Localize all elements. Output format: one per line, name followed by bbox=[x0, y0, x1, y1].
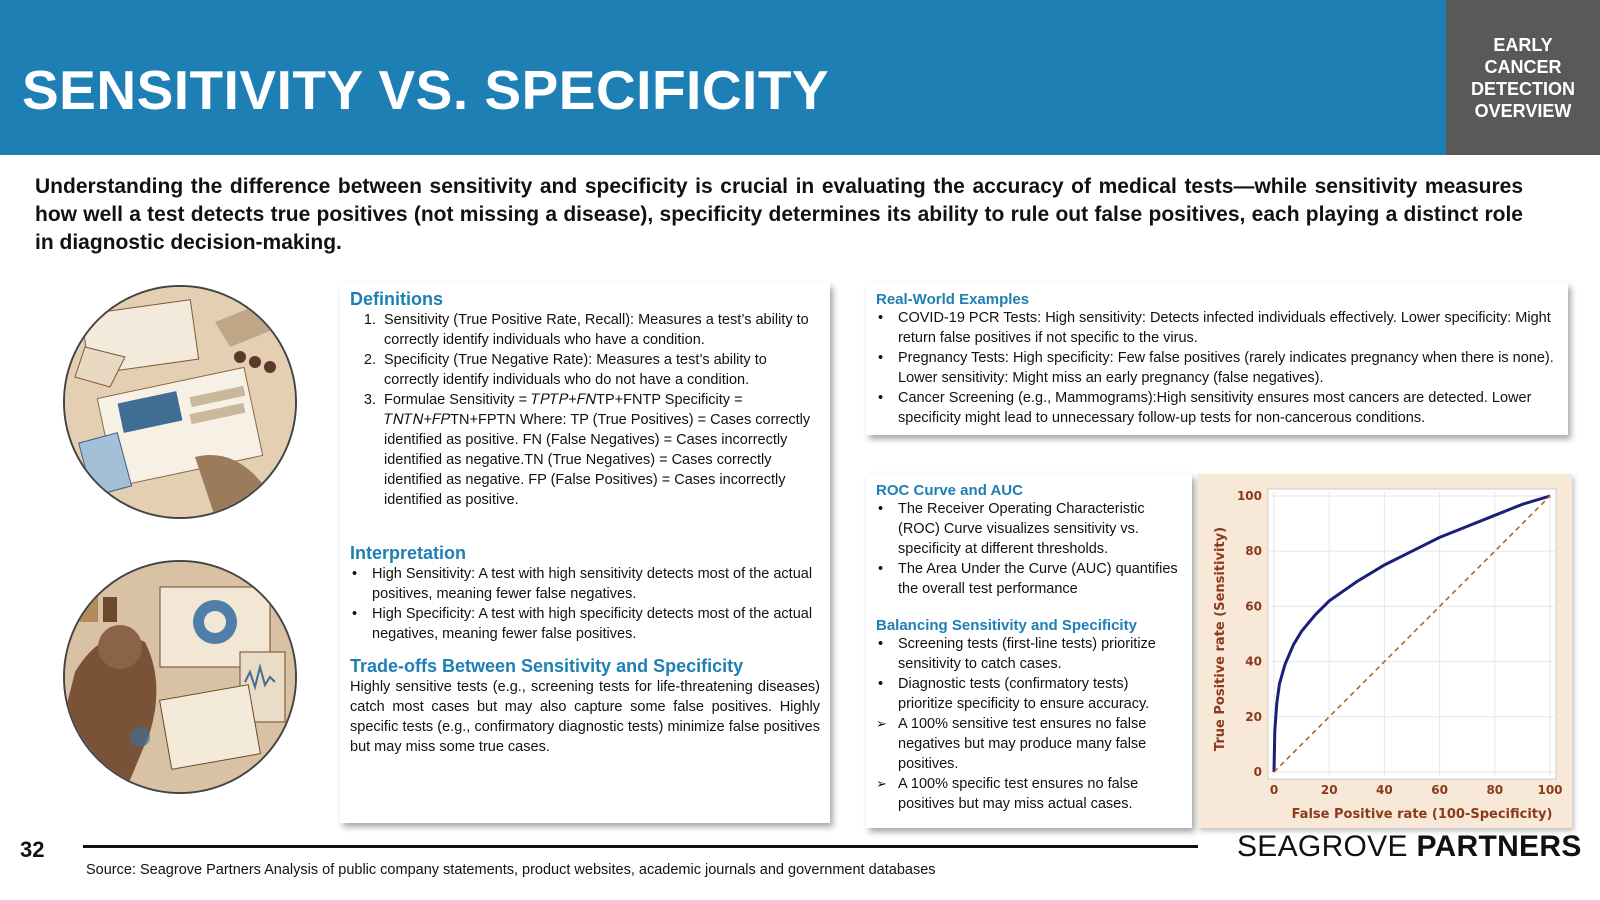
tradeoffs-text: Highly sensitive tests (e.g., screening tests for life-threatening diseases) catch most cases but may also capture some false positives. Highly specific tests (e.g., confirmatory diagnostic tests) minimize false positives but may miss some true cases. bbox=[350, 679, 820, 755]
example-item: • COVID-19 PCR Tests: High sensitivity: Detects infected individuals effectively. Lower specificity: Might return false positives if not specific to the virus. bbox=[898, 308, 1558, 348]
y-tick-label: 40 bbox=[1245, 654, 1262, 669]
example-item: • Pregnancy Tests: High specificity: Few false positives (rarely indicates pregnancy when there is none). Lower sensitivity: Might miss an early pregnancy (false negatives). bbox=[898, 348, 1558, 388]
interpretation-heading: Interpretation bbox=[350, 543, 467, 563]
balancing-item: • Screening tests (first-line tests) prioritize sensitivity to catch cases. bbox=[898, 634, 1182, 674]
x-axis-label: False Positive rate (100-Specificity) bbox=[1291, 807, 1553, 822]
brand-logo bbox=[1237, 830, 1582, 864]
balancing-list bbox=[876, 634, 1182, 814]
roc-chart-svg bbox=[1198, 474, 1572, 828]
example-item: • Cancer Screening (e.g., Mammograms):High sensitivity ensures most cancers are detected. Lower specificity might lead to unnecessary follow-up tests for non-cancerous conditions. bbox=[898, 388, 1558, 428]
section-tag-line: OVERVIEW bbox=[1474, 100, 1572, 121]
x-tick-label: 60 bbox=[1431, 783, 1448, 797]
roc-item: • The Receiver Operating Characteristic (ROC) Curve visualizes sensitivity vs. specificity at different thresholds. bbox=[898, 499, 1182, 559]
balancing-item: • Diagnostic tests (confirmatory tests) prioritize specificity to ensure accuracy. bbox=[898, 674, 1182, 714]
header-banner bbox=[0, 0, 1446, 155]
x-tick-label: 40 bbox=[1376, 783, 1393, 797]
intro-paragraph: Understanding the difference between sensitivity and specificity is crucial in evaluating the accuracy of medical tests—while sensitivity measures how well a test detects true positives (not missing a disease), specificity determines its ability to rule out false positives, each playing a distinct role in diagnostic decision-making. bbox=[35, 175, 1523, 254]
y-tick-label: 80 bbox=[1245, 544, 1262, 559]
definition-item: 3. Formulae Sensitivity = 𝑇𝑃𝑇𝑃+𝐹𝑁TP+FNTP Specificity = 𝑇𝑁𝑇𝑁+𝐹𝑃TN+FPTN Where: TP (True Positives) = Cases correctly identified as positive. FN (False Negatives) = Cases incorrectly identified as negative.TN (True Negatives) = Cases correctly identified as negative. FP (False Positives) = Cases incorrectly identified as positive. bbox=[380, 390, 820, 510]
data-analysis-image bbox=[65, 562, 295, 792]
page-number: 32 bbox=[20, 837, 45, 862]
y-tick-label: 20 bbox=[1245, 709, 1262, 724]
y-tick-label: 0 bbox=[1253, 765, 1262, 779]
definitions-card bbox=[340, 283, 830, 823]
section-tag-line: EARLY bbox=[1493, 34, 1553, 55]
balancing-arrow-item: ➢ A 100% specific test ensures no false positives but may miss actual cases. bbox=[898, 774, 1182, 814]
page-title: SENSITIVITY VS. SPECIFICITY bbox=[22, 59, 830, 121]
x-tick-label: 20 bbox=[1320, 783, 1338, 797]
examples-heading: Real-World Examples bbox=[876, 291, 1030, 308]
interpretation-list bbox=[350, 564, 820, 644]
y-tick-label: 100 bbox=[1236, 489, 1262, 503]
source-note: Source: Seagrove Partners Analysis of public company statements, product websites, academic journals and government databases bbox=[86, 862, 936, 878]
x-tick-label: 80 bbox=[1486, 783, 1504, 797]
roc-heading: ROC Curve and AUC bbox=[876, 482, 1023, 499]
tradeoffs-heading: Trade-offs Between Sensitivity and Specificity bbox=[350, 656, 744, 676]
section-tag-line: CANCER bbox=[1484, 56, 1562, 77]
brand-light: SEAGROVE bbox=[1237, 830, 1408, 863]
balancing-heading: Balancing Sensitivity and Specificity bbox=[876, 617, 1137, 634]
y-tick-label: 60 bbox=[1245, 599, 1262, 614]
definitions-heading: Definitions bbox=[350, 289, 443, 309]
brand-bold: PARTNERS bbox=[1416, 830, 1582, 863]
data-analysis-illustration bbox=[63, 560, 297, 794]
interpretation-item: • High Sensitivity: A test with high sensitivity detects most of the actual positives, meaning fewer false negatives. bbox=[372, 564, 820, 604]
definition-item: 1. Sensitivity (True Positive Rate, Recall): Measures a test’s ability to correctly identify individuals who have a condition. bbox=[380, 310, 820, 350]
x-tick-label: 0 bbox=[1269, 783, 1279, 797]
section-tag-line: DETECTION bbox=[1470, 78, 1575, 99]
interpretation-item: • High Specificity: A test with high specificity detects most of the actual negatives, meaning fewer false positives. bbox=[372, 604, 820, 644]
definitions-list bbox=[350, 310, 820, 510]
roc-chart bbox=[1198, 474, 1572, 828]
definition-item: 2. Specificity (True Negative Rate): Measures a test’s ability to correctly identify individuals who do not have a condition. bbox=[380, 350, 820, 390]
roc-card bbox=[866, 474, 1192, 828]
y-axis-label: True Positive rate (Sensitivity) bbox=[1213, 526, 1228, 752]
roc-item: • The Area Under the Curve (AUC) quantifies the overall test performance bbox=[898, 559, 1182, 599]
plot-area bbox=[1268, 489, 1556, 779]
examples-list bbox=[876, 308, 1558, 428]
x-tick-label: 100 bbox=[1537, 783, 1563, 797]
balancing-arrow-item: ➢ A 100% sensitive test ensures no false negatives but may produce many false positives. bbox=[898, 714, 1182, 774]
test-kit-image bbox=[65, 287, 295, 517]
examples-card bbox=[866, 283, 1568, 435]
footer-rule bbox=[83, 845, 1198, 848]
section-tag bbox=[1446, 0, 1600, 155]
roc-list bbox=[876, 499, 1182, 599]
test-kit-illustration bbox=[63, 285, 297, 519]
